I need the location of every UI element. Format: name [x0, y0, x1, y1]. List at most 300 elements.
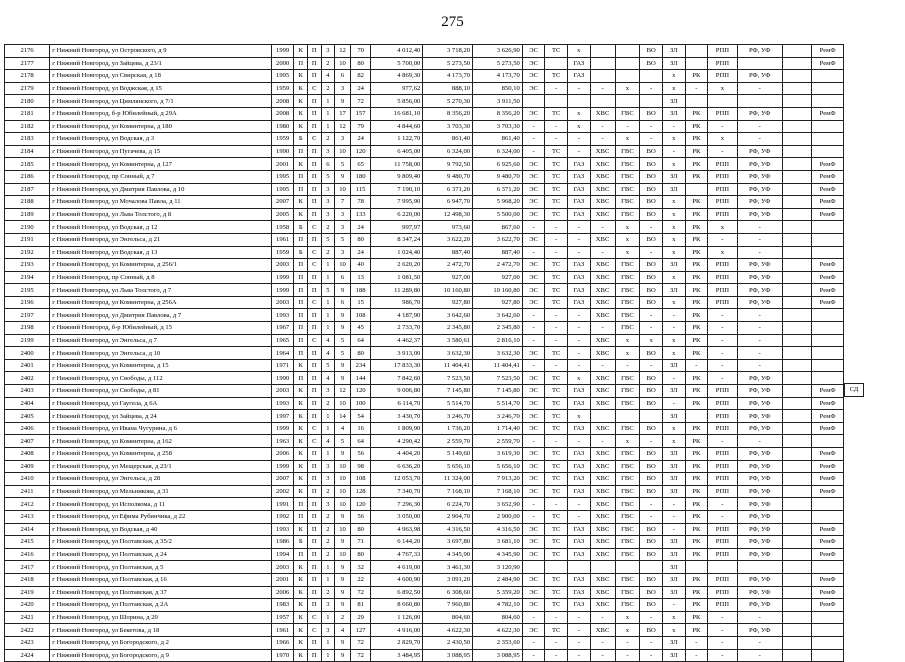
table-cell: РПП: [708, 70, 737, 83]
table-cell: 1999: [271, 45, 294, 58]
table-cell: 7 523,50: [473, 372, 523, 385]
table-cell: [782, 397, 811, 410]
table-cell: 2 559,70: [473, 435, 523, 448]
table-cell: ТС: [545, 107, 568, 120]
table-cell: ЭС: [522, 284, 545, 297]
table-cell: РФ, УФ: [737, 271, 782, 284]
table-cell: [685, 57, 708, 70]
table-cell: 1999: [271, 284, 294, 297]
table-cell: ХВС: [590, 158, 615, 171]
table-cell: П: [308, 523, 322, 536]
table-cell: 7 296,30: [371, 498, 423, 511]
table-cell: РПП: [708, 448, 737, 461]
table-cell: 2183: [5, 133, 50, 146]
table-cell: 1959: [271, 82, 294, 95]
table-cell: -: [685, 82, 708, 95]
table-cell: П: [308, 271, 322, 284]
table-cell: ВО: [640, 372, 663, 385]
table-cell: К: [294, 573, 308, 586]
table-cell: -: [590, 133, 615, 146]
table-cell: РФ, УФ: [737, 548, 782, 561]
table-cell: 8 356,20: [473, 107, 523, 120]
table-row: [5, 372, 844, 385]
table-cell: 12: [335, 385, 351, 398]
table-cell: -: [545, 498, 568, 511]
table-cell: ЭС: [522, 208, 545, 221]
table-cell: 6 324,00: [473, 145, 523, 158]
table-cell: ТС: [545, 397, 568, 410]
table-cell: [782, 82, 811, 95]
table-cell: РемФ: [812, 448, 844, 461]
table-cell: 29: [350, 611, 370, 624]
table-cell: 2: [321, 57, 335, 70]
table-cell: К: [294, 120, 308, 133]
table-cell: 3 619,30: [473, 448, 523, 461]
table-cell: 2192: [5, 246, 50, 259]
table-cell: -: [590, 636, 615, 649]
table-cell: 927,80: [423, 296, 473, 309]
table-cell: ХВС: [590, 284, 615, 297]
table-cell: РПП: [708, 259, 737, 272]
table-row: [5, 422, 844, 435]
table-cell: 3 652,90: [473, 498, 523, 511]
table-cell: ГВС: [615, 385, 640, 398]
table-cell: ГВС: [615, 196, 640, 209]
table-cell: К: [294, 422, 308, 435]
table-cell: РемФ: [812, 259, 844, 272]
table-cell: [782, 523, 811, 536]
address-cell: г Нижний Новгород, ул Полтавская, д 5: [50, 561, 272, 574]
table-cell: -: [590, 435, 615, 448]
table-cell: 133: [350, 208, 370, 221]
table-cell: [812, 435, 844, 448]
table-cell: 3 622,20: [423, 233, 473, 246]
table-cell: 6 371,20: [473, 183, 523, 196]
table-row: [5, 170, 844, 183]
table-cell: 1: [321, 322, 335, 335]
table-cell: ТС: [545, 548, 568, 561]
table-cell: РПП: [708, 385, 737, 398]
table-cell: [782, 573, 811, 586]
table-cell: ГАЗ: [568, 158, 591, 171]
table-cell: -: [568, 322, 591, 335]
table-cell: 11 404,41: [423, 359, 473, 372]
table-cell: [615, 561, 640, 574]
table-cell: 16: [350, 422, 370, 435]
table-cell: 120: [350, 145, 370, 158]
table-cell: 2 345,80: [423, 322, 473, 335]
table-cell: 4 600,90: [371, 573, 423, 586]
table-cell: П: [308, 385, 322, 398]
table-cell: [590, 95, 615, 108]
table-cell: 56: [350, 510, 370, 523]
table-cell: 2414: [5, 523, 50, 536]
table-row: [5, 498, 844, 511]
table-cell: 9 809,40: [371, 170, 423, 183]
table-cell: ГВС: [615, 145, 640, 158]
table-row: [5, 309, 844, 322]
table-cell: 2417: [5, 561, 50, 574]
table-cell: К: [294, 448, 308, 461]
table-cell: РемФ: [812, 45, 844, 58]
table-cell: 2408: [5, 448, 50, 461]
table-cell: ГВС: [615, 460, 640, 473]
table-cell: П: [308, 95, 322, 108]
table-cell: -: [568, 611, 591, 624]
table-row: [5, 208, 844, 221]
table-cell: ХВС: [590, 473, 615, 486]
table-cell: [812, 95, 844, 108]
table-cell: 15: [350, 296, 370, 309]
table-cell: 64: [350, 435, 370, 448]
table-cell: ВО: [640, 259, 663, 272]
table-cell: 9 480,70: [423, 170, 473, 183]
table-cell: РПП: [708, 397, 737, 410]
table-cell: 2411: [5, 485, 50, 498]
table-cell: РК: [685, 510, 708, 523]
table-cell: -: [708, 120, 737, 133]
table-cell: ТС: [545, 599, 568, 612]
table-cell: Б: [294, 133, 308, 146]
table-cell: 9: [335, 372, 351, 385]
table-row: [5, 599, 844, 612]
table-cell: 11 758,00: [371, 158, 423, 171]
table-cell: 9: [335, 95, 351, 108]
table-cell: х: [662, 296, 685, 309]
table-cell: К: [294, 359, 308, 372]
table-row: [5, 107, 844, 120]
table-cell: П: [308, 536, 322, 549]
table-cell: 1983: [271, 599, 294, 612]
table-cell: ВО: [640, 196, 663, 209]
table-cell: ВО: [640, 573, 663, 586]
table-cell: 3: [335, 221, 351, 234]
table-cell: 188: [350, 284, 370, 297]
table-cell: РК: [685, 259, 708, 272]
table-cell: РК: [685, 536, 708, 549]
housing-registry-table: [4, 44, 844, 662]
table-cell: 7 523,50: [423, 372, 473, 385]
address-cell: г Нижний Новгород, ул Полтавская, д 2А: [50, 599, 272, 612]
table-cell: [782, 322, 811, 335]
table-cell: П: [294, 259, 308, 272]
table-cell: П: [308, 70, 322, 83]
table-cell: ГАЗ: [568, 57, 591, 70]
table-cell: 973,60: [423, 221, 473, 234]
table-cell: РК: [685, 397, 708, 410]
table-cell: 180: [350, 170, 370, 183]
table-cell: 1: [321, 271, 335, 284]
table-cell: 3: [321, 385, 335, 398]
table-cell: 1995: [271, 70, 294, 83]
table-cell: -: [640, 636, 663, 649]
table-cell: 10: [335, 485, 351, 498]
address-cell: г Нижний Новгород, ул Коминтерна, д 256/1: [50, 259, 272, 272]
table-cell: 1964: [271, 347, 294, 360]
table-cell: 9: [335, 649, 351, 662]
table-cell: [615, 57, 640, 70]
table-cell: 127: [350, 624, 370, 637]
table-cell: 3 580,61: [423, 334, 473, 347]
table-cell: 2424: [5, 649, 50, 662]
table-cell: [640, 561, 663, 574]
table-cell: К: [294, 158, 308, 171]
table-cell: 40: [350, 259, 370, 272]
table-cell: -: [522, 649, 545, 662]
table-cell: РПП: [708, 296, 737, 309]
table-cell: 17 833,30: [371, 359, 423, 372]
table-cell: -: [708, 624, 737, 637]
table-cell: 5 273,50: [423, 57, 473, 70]
table-cell: -: [522, 435, 545, 448]
table-cell: К: [294, 45, 308, 58]
table-cell: ТС: [545, 208, 568, 221]
table-cell: С: [308, 422, 322, 435]
table-cell: 4 869,30: [371, 70, 423, 83]
table-cell: 6 224,70: [423, 498, 473, 511]
table-cell: ЭС: [522, 448, 545, 461]
table-cell: 2409: [5, 460, 50, 473]
table-cell: 4 462,37: [371, 334, 423, 347]
table-cell: П: [308, 397, 322, 410]
table-cell: Б: [294, 536, 308, 549]
table-cell: 4 619,00: [371, 561, 423, 574]
table-cell: 6: [335, 70, 351, 83]
table-cell: ХВС: [590, 107, 615, 120]
table-cell: -: [545, 359, 568, 372]
table-cell: х: [708, 133, 737, 146]
table-cell: П: [308, 170, 322, 183]
table-cell: ТС: [545, 284, 568, 297]
table-cell: ТС: [545, 70, 568, 83]
table-cell: -: [708, 309, 737, 322]
table-cell: ВО: [640, 145, 663, 158]
table-cell: ГАЗ: [568, 422, 591, 435]
table-cell: ВО: [640, 536, 663, 549]
table-cell: ХВС: [590, 586, 615, 599]
table-cell: ЭС: [522, 233, 545, 246]
table-row: [5, 334, 844, 347]
table-cell: 10 160,80: [423, 284, 473, 297]
table-cell: РК: [685, 284, 708, 297]
table-cell: РПП: [708, 523, 737, 536]
table-cell: [782, 385, 811, 398]
table-cell: 3: [321, 498, 335, 511]
table-cell: 2003: [271, 296, 294, 309]
table-cell: 9: [335, 636, 351, 649]
table-cell: 2002: [271, 485, 294, 498]
table-cell: П: [294, 334, 308, 347]
table-cell: 6 892,50: [371, 586, 423, 599]
table-cell: 7: [335, 196, 351, 209]
table-cell: РК: [685, 208, 708, 221]
table-cell: -: [640, 498, 663, 511]
table-row: [5, 548, 844, 561]
table-cell: 3 622,70: [473, 233, 523, 246]
table-cell: П: [308, 347, 322, 360]
table-cell: ГВС: [615, 473, 640, 486]
table-cell: 4 290,42: [371, 435, 423, 448]
table-cell: ВО: [640, 45, 663, 58]
table-cell: РемФ: [812, 397, 844, 410]
table-cell: П: [308, 599, 322, 612]
table-cell: 1997: [271, 410, 294, 423]
table-cell: 2 472,70: [423, 259, 473, 272]
table-cell: -: [568, 649, 591, 662]
table-cell: К: [294, 95, 308, 108]
table-cell: С: [308, 221, 322, 234]
table-cell: 2007: [271, 473, 294, 486]
table-cell: -: [737, 246, 782, 259]
table-cell: ХВС: [590, 208, 615, 221]
table-cell: 72: [350, 586, 370, 599]
table-cell: 80: [350, 233, 370, 246]
table-cell: 17: [335, 107, 351, 120]
table-cell: [812, 561, 844, 574]
table-cell: 2 345,80: [473, 322, 523, 335]
table-cell: 997,97: [371, 221, 423, 234]
table-cell: -: [568, 221, 591, 234]
table-cell: К: [294, 397, 308, 410]
address-cell: г Нижний Новгород, ул Коминтерна, д 127: [50, 158, 272, 171]
table-cell: П: [294, 309, 308, 322]
table-cell: ГАЗ: [568, 448, 591, 461]
table-cell: 9: [335, 170, 351, 183]
table-cell: ГАЗ: [568, 523, 591, 536]
table-cell: [545, 561, 568, 574]
table-cell: 2: [321, 397, 335, 410]
table-cell: ГАЗ: [568, 284, 591, 297]
table-cell: 1: [321, 636, 335, 649]
table-cell: -: [522, 322, 545, 335]
table-cell: -: [568, 636, 591, 649]
table-cell: 9: [335, 284, 351, 297]
table-cell: П: [294, 233, 308, 246]
table-cell: 5: [321, 284, 335, 297]
table-cell: 79: [350, 120, 370, 133]
table-cell: 2: [321, 523, 335, 536]
table-cell: ХВС: [590, 523, 615, 536]
table-cell: П: [308, 322, 322, 335]
table-cell: П: [294, 510, 308, 523]
table-cell: [812, 611, 844, 624]
table-cell: 9: [335, 586, 351, 599]
table-cell: 2: [321, 536, 335, 549]
address-cell: г Нижний Новгород, ул Коминтерна, д 15: [50, 359, 272, 372]
table-cell: 2410: [5, 473, 50, 486]
table-cell: х: [708, 246, 737, 259]
address-cell: г Нижний Новгород, ул Бекетова, д 18: [50, 624, 272, 637]
table-cell: 1: [321, 611, 335, 624]
table-cell: [640, 70, 663, 83]
table-cell: К: [294, 460, 308, 473]
table-cell: ГАЗ: [568, 70, 591, 83]
table-cell: [812, 70, 844, 83]
address-cell: г Нижний Новгород, ул Цимлянского, д 7/1: [50, 95, 272, 108]
table-cell: РПП: [708, 422, 737, 435]
table-cell: П: [308, 372, 322, 385]
table-cell: 3 703,30: [473, 120, 523, 133]
table-cell: РПП: [708, 45, 737, 58]
table-row: [5, 649, 844, 662]
address-cell: г Нижний Новгород, ул Свободы, д 112: [50, 372, 272, 385]
table-cell: 3: [335, 208, 351, 221]
table-cell: -: [640, 133, 663, 146]
table-cell: -: [708, 372, 737, 385]
table-cell: 6 947,70: [423, 196, 473, 209]
table-cell: -: [545, 334, 568, 347]
table-row: [5, 70, 844, 83]
address-cell: г Нижний Новгород, ул Мочалова Павла, д 11: [50, 196, 272, 209]
table-cell: П: [308, 196, 322, 209]
table-cell: 1993: [271, 397, 294, 410]
table-cell: [812, 334, 844, 347]
table-cell: ВО: [640, 347, 663, 360]
table-cell: 2: [321, 586, 335, 599]
address-cell: г Нижний Новгород, ул Водская, д 13: [50, 246, 272, 259]
table-cell: 1999: [271, 460, 294, 473]
table-cell: ЭС: [522, 422, 545, 435]
table-cell: 2182: [5, 120, 50, 133]
table-cell: -: [522, 246, 545, 259]
table-cell: 1: [321, 410, 335, 423]
table-cell: 3: [321, 624, 335, 637]
table-cell: 1: [321, 259, 335, 272]
table-cell: -: [545, 133, 568, 146]
table-cell: 2003: [271, 561, 294, 574]
table-cell: -: [568, 510, 591, 523]
address-cell: г Нижний Новгород, ул Коминтерна, д 180: [50, 120, 272, 133]
table-cell: 5 270,30: [423, 95, 473, 108]
table-cell: П: [308, 57, 322, 70]
table-cell: ЭС: [522, 624, 545, 637]
table-cell: К: [294, 599, 308, 612]
table-cell: ЭС: [522, 70, 545, 83]
address-cell: г Нижний Новгород, ул Богородского, д 9: [50, 649, 272, 662]
table-cell: [812, 246, 844, 259]
table-cell: х: [662, 70, 685, 83]
table-cell: ВО: [640, 548, 663, 561]
side-mark: СД: [844, 383, 864, 397]
table-cell: 1990: [271, 145, 294, 158]
table-cell: ЗЛ: [662, 95, 685, 108]
table-cell: -: [640, 649, 663, 662]
table-cell: 2: [321, 485, 335, 498]
table-cell: РемФ: [812, 523, 844, 536]
table-cell: х: [615, 624, 640, 637]
table-cell: РФ, УФ: [737, 573, 782, 586]
table-cell: [782, 233, 811, 246]
table-cell: ХВС: [590, 548, 615, 561]
table-cell: 2186: [5, 170, 50, 183]
table-row: [5, 95, 844, 108]
table-cell: -: [708, 498, 737, 511]
address-cell: г Нижний Новгород, ул Энгельса, д 21: [50, 233, 272, 246]
table-cell: -: [640, 510, 663, 523]
table-cell: РемФ: [812, 271, 844, 284]
table-cell: 2 559,70: [423, 435, 473, 448]
table-cell: -: [685, 636, 708, 649]
table-cell: ВО: [640, 624, 663, 637]
table-cell: х: [662, 435, 685, 448]
table-cell: [737, 57, 782, 70]
table-cell: [590, 45, 615, 58]
table-cell: РФ, УФ: [737, 170, 782, 183]
table-cell: ГАЗ: [568, 208, 591, 221]
table-row: [5, 636, 844, 649]
table-cell: П: [308, 586, 322, 599]
table-cell: РПП: [708, 208, 737, 221]
